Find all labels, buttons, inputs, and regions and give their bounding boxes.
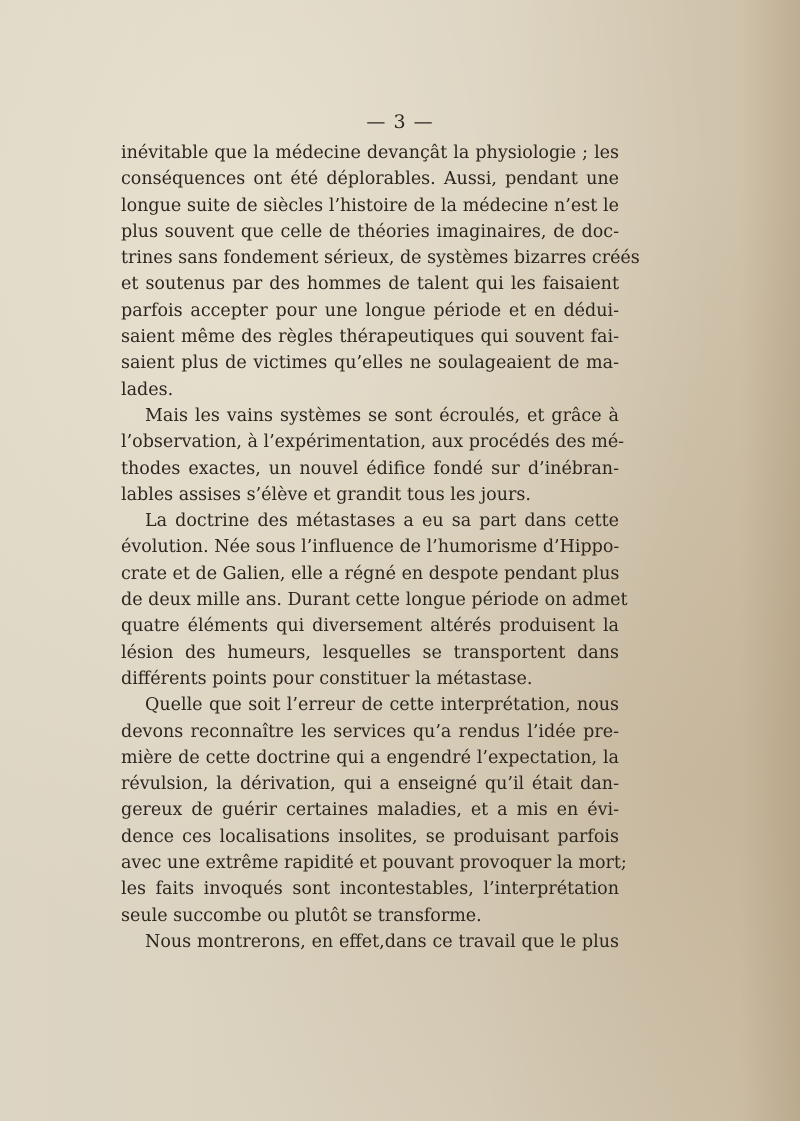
text-line: La doctrine des métastases a eu sa part dans cette [145, 511, 619, 532]
text-line: de deux mille ans. Durant cette longue période on admet [121, 590, 628, 611]
text-line: lades. [121, 379, 174, 400]
text-line: quatre éléments qui diversement altérés produisent la [121, 616, 619, 637]
text-line: devons reconnaître les services qu’a rendus l’idée pre- [121, 721, 619, 742]
text-line: Quelle que soit l’erreur de cette interprétation, nous [145, 695, 619, 716]
text-line: différents points pour constituer la métastase. [121, 668, 533, 689]
text-line: lables assises s’élève et grandit tous les jours. [121, 484, 531, 505]
body-text [121, 140, 640, 955]
text-line: parfois accepter pour une longue période et en dédui- [121, 300, 619, 321]
text-line: avec une extrême rapidité et pouvant provoquer la mort; [121, 853, 627, 874]
text-line: trines sans fondement sérieux, de systèmes bizarres créés [121, 248, 640, 269]
page-number: — 3 — [366, 111, 434, 133]
text-line: saient même des règles thérapeutiques qui souvent fai- [121, 327, 619, 348]
text-line: crate et de Galien, elle a régné en despote pendant plus [121, 563, 620, 584]
page-edge-shadow [740, 0, 800, 1121]
text-line: évolution. Née sous l’influence de l’humorisme d’Hippo- [121, 537, 620, 558]
text-line: longue suite de siècles l’histoire de la médecine n’est le [121, 195, 619, 216]
text-line: mière de cette doctrine qui a engendré l’expectation, la [121, 747, 619, 768]
text-line: et soutenus par des hommes de talent qui les faisaient [121, 274, 619, 295]
text-line: seule succombe ou plutôt se transforme. [121, 905, 482, 926]
text-line: révulsion, la dérivation, qui a enseigné qu’il était dan- [121, 774, 619, 795]
text-line: plus souvent que celle de théories imaginaires, de doc- [121, 221, 619, 242]
text-line: saient plus de victimes qu’elles ne soulageaient de ma- [121, 353, 619, 374]
text-line: Mais les vains systèmes se sont écroulés, et grâce à [145, 405, 619, 426]
text-line: lésion des humeurs, lesquelles se transportent dans [121, 642, 619, 663]
text-line: gereux de guérir certaines maladies, et a mis en évi- [121, 800, 619, 821]
text-line: l’observation, à l’expérimentation, aux procédés des mé- [121, 432, 625, 453]
text-line: dence ces localisations insolites, se produisant parfois [121, 826, 619, 847]
text-line: inévitable que la médecine devançât la physiologie ; les [121, 143, 619, 163]
text-line: conséquences ont été déplorables. Aussi, pendant une [121, 169, 619, 190]
text-line: Nous montrerons, en effet,dans ce travail que le plus [145, 931, 619, 952]
text-line: les faits invoqués sont incontestables, l’interprétation [121, 879, 619, 900]
text-line: thodes exactes, un nouvel édifice fondé sur d’inébran- [121, 458, 619, 479]
